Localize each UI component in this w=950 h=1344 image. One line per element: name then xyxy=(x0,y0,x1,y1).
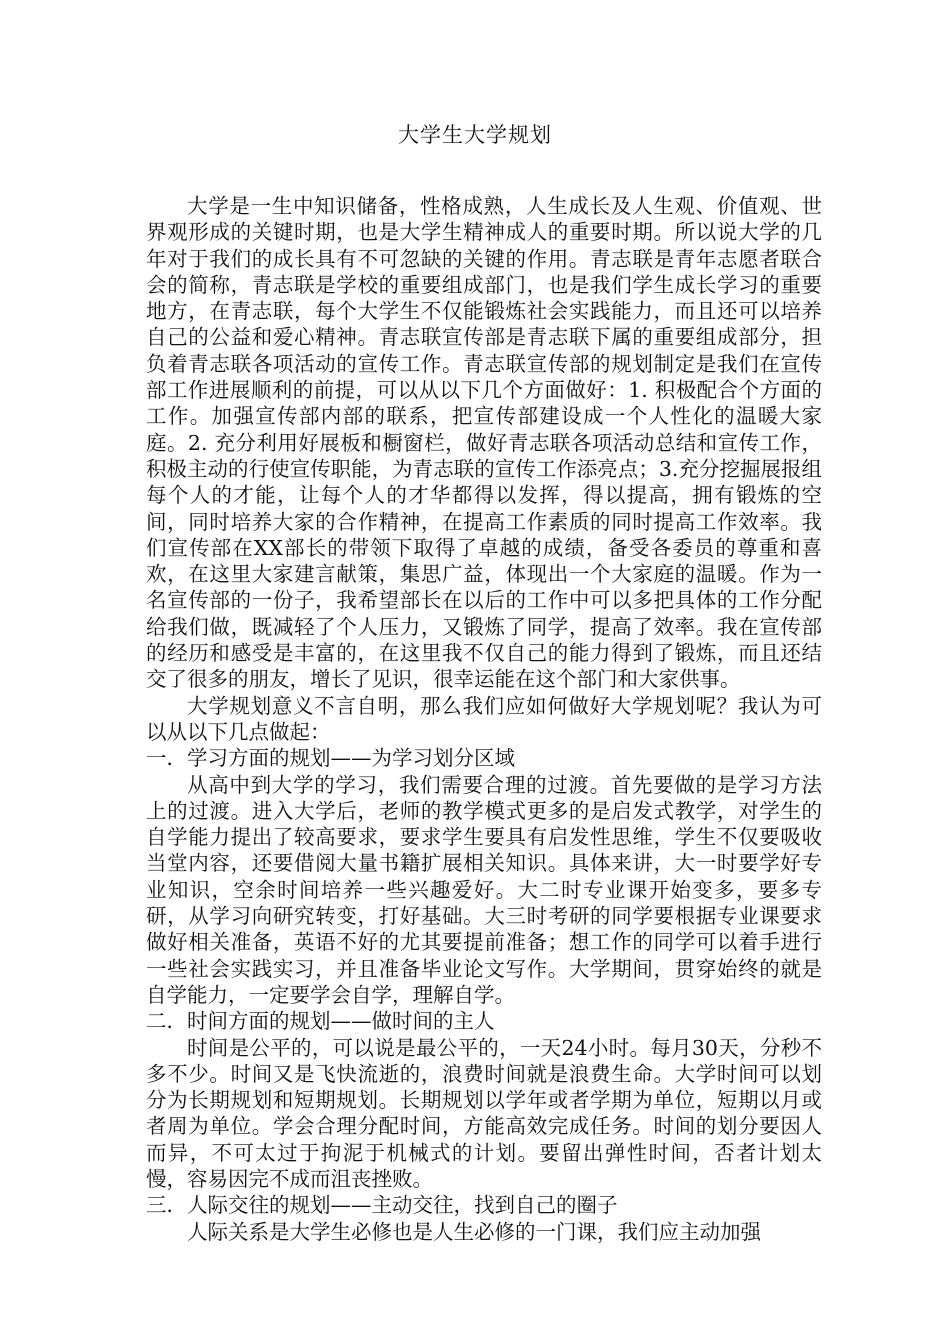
document-title: 大学生大学规划 xyxy=(398,123,552,147)
paragraph-intro: 大学是一生中知识储备，性格成熟，人生成长及人生观、价值观、世界观形成的关键时期，也是大学生精神成人的重要时期。所以说大学的几年对于我们的成长具有不可忽缺的关键的作用。青志联是青年志愿者联合会的简称，青志联是学校的重要组成部门，也是我们学生成长学习的重要地方，在青志联，每个大学生不仅能锻炼社会实践能力，而且还可以培养自己的公益和爱心精神。青志联宣传部是青志联下属的重要组成部分，担负着青志联各项活动的宣传工作。青志联宣传部的规划制定是我们在宣传部工作进展顺利的前提，可以从以下几个方面做好：1. 积极配合个方面的工作。加强宣传部内部的联系，把宣传部建设成一个人性化的温暖大家庭。2. 充分利用好展板和橱窗栏，做好青志联各项活动总结和宣传工作，积极主动的行使宣传职能，为青志联的宣传工作添亮点；3.充分挖掘展报组每个人的才能，让每个人的才华都得以发挥，得以提高，拥有锻炼的空间，同时培养大家的合作精神，在提高工作素质的同时提高工作效率。我们宣传部在XX部长的带领下取得了卓越的成绩，备受各委员的尊重和喜欢，在这里大家建言献策，集思广益，体现出一个大家庭的温暖。作为一名宣传部的一份子，我希望部长在以后的工作中可以多把具体的工作分配给我们做，既减轻了个人压力，又锻炼了同学，提高了效率。我在宣传部的经历和感受是丰富的，在这里我不仅自己的能力得到了锻炼，而且还结交了很多的朋友，增长了见识，很幸运能在这个部门和大家供事。 xyxy=(146,194,822,692)
paragraph-transition: 大学规划意义不言自明，那么我们应如何做好大学规划呢？我认为可以从以下几点做起： xyxy=(146,693,822,744)
document-body xyxy=(146,193,822,1245)
section-heading-time: 二．时间方面的规划——做时间的主人 xyxy=(146,1009,495,1034)
paragraph-time: 时间是公平的，可以说是最公平的，一天24小时。每月30天，分秒不多不少。时间又是飞快流逝的，浪费时间就是浪费生命。大学时间可以划分为长期规划和短期规划。长期规划以学年或者学期为单位，短期以月或者周为单位。学会合理分配时间，方能高效完成任务。时间的划分要因人而异，不可太过于拘泥于机械式的计划。要留出弹性时间，否者计划太慢，容易因完不成而沮丧挫败。 xyxy=(146,1035,822,1191)
paragraph-study: 从高中到大学的学习，我们需要合理的过渡。首先要做的是学习方法上的过渡。进入大学后，老师的教学模式更多的是启发式教学，对学生的自学能力提出了较高要求，要求学生要具有启发性思维，学生不仅要吸收当堂内容，还要借阅大量书籍扩展相关知识。具体来讲，大一时要学好专业知识，空余时间培养一些兴趣爱好。大二时专业课开始变多，要多专研，从学习向研究转变，打好基础。大三时考研的同学要根据专业课要求做好相关准备，英语不好的尤其要提前准备；想工作的同学可以着手进行一些社会实践实习，并且准备毕业论文写作。大学期间，贯穿始终的就是自学能力，一定要学会自学，理解自学。 xyxy=(146,772,822,1007)
section-heading-study: 一．学习方面的规划——为学习划分区域 xyxy=(146,746,515,771)
paragraph-social: 人际关系是大学生必修也是人生必修的一门课，我们应主动加强 xyxy=(187,1219,761,1244)
section-heading-social: 三．人际交往的规划——主动交往，找到自己的圈子 xyxy=(146,1193,618,1218)
